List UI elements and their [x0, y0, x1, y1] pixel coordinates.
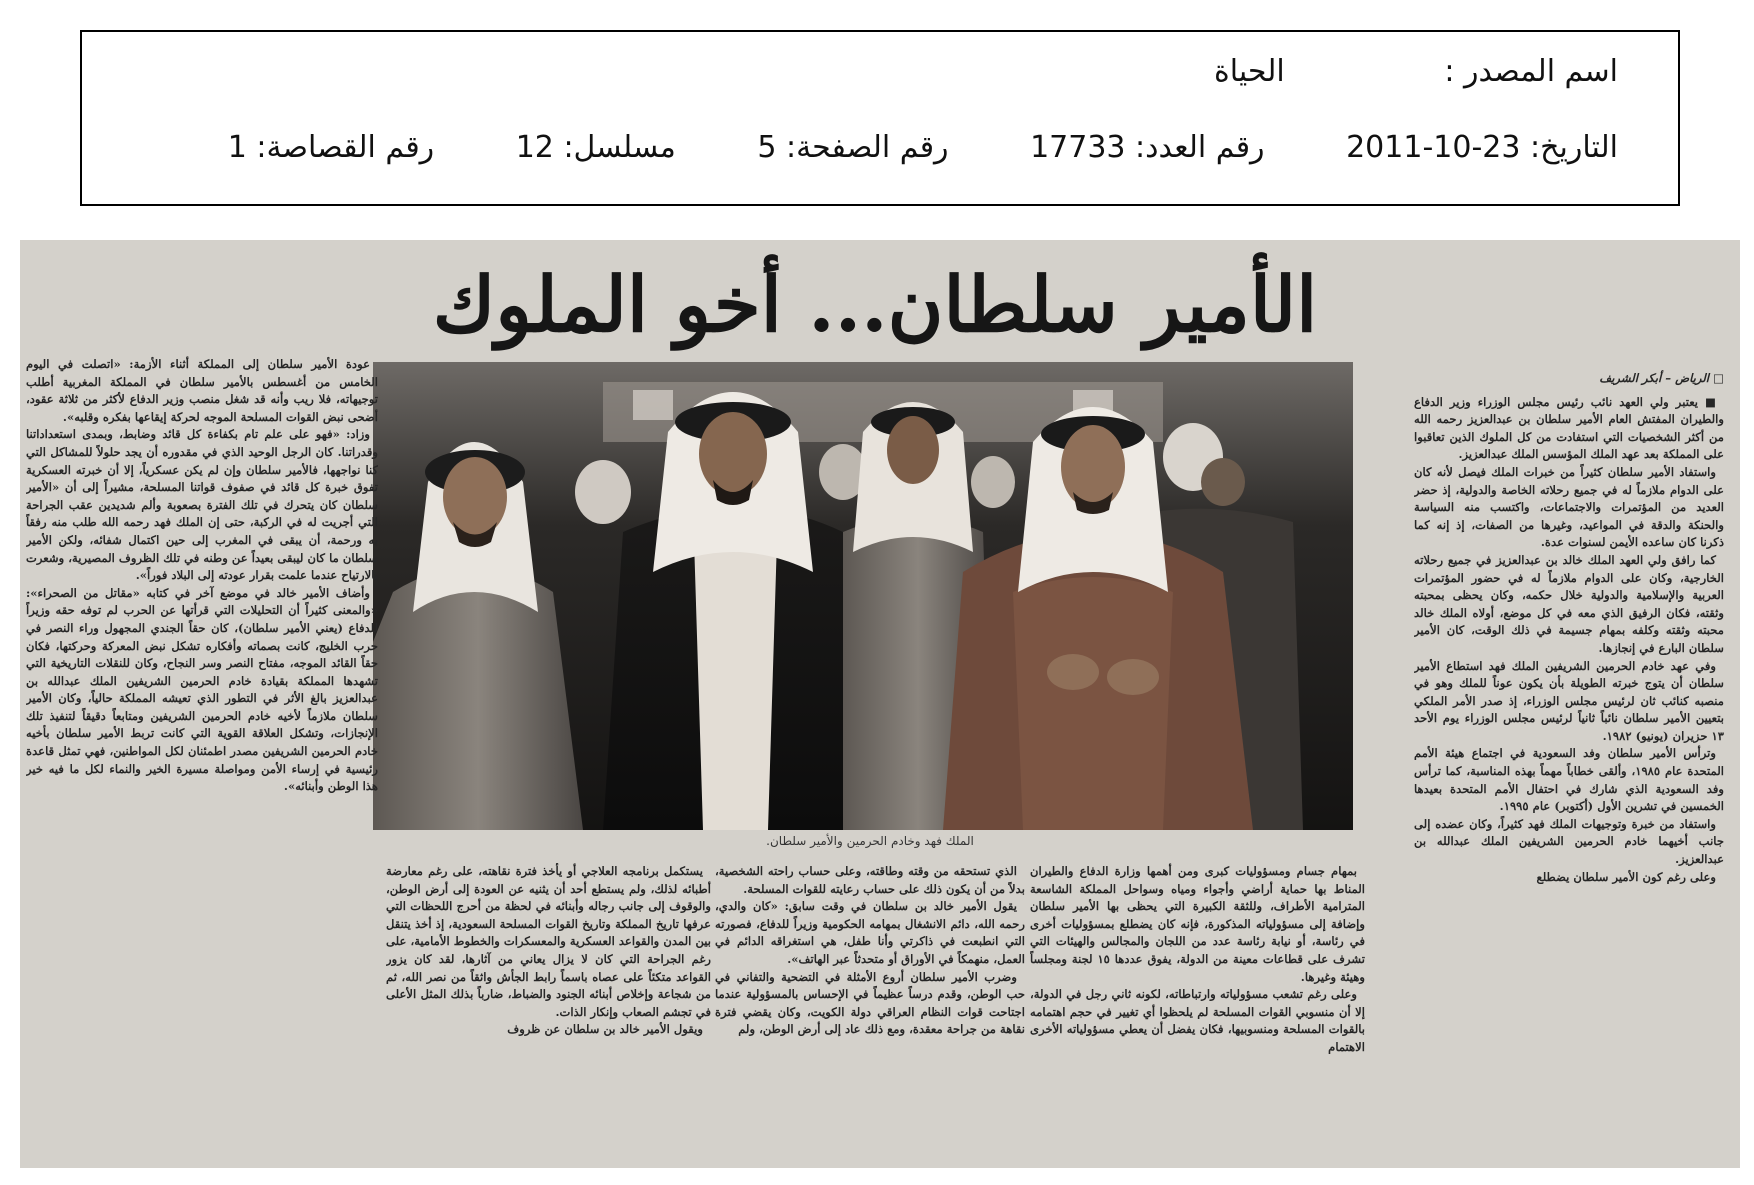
- photo-caption: الملك فهد وخادم الحرمين والأمير سلطان.: [766, 834, 974, 848]
- date-field: التاريخ: 23-10-2011: [1346, 130, 1618, 165]
- article-photo: [373, 362, 1353, 830]
- paragraph: يقول الأمير خالد بن سلطان في وقت سابق: «كان والدي، رحمه الله، دائم الانشغال بمهامه الحكومية وزيراً للدفاع، فصورته التي انطبعت في ذاكرتي وأنا طفل، هي استغراقه الدائم في العمل، منهمكاً في الأوراق أو متحدثاً عبر الهاتف».: [715, 899, 1025, 966]
- paragraph: وعلى رغم تشعب مسؤولياته وارتباطاته، لكونه ثاني رجل في الدولة، إلا أن منسوبي القوات المسلحة لم يلحظوا أي تغيير في حجم اهتمامه بالقوات المسلحة ومنسوبيها، فكان يفضل أن يعطي مسؤولياته الأخرى الاهتمام: [1030, 987, 1365, 1054]
- article-column-bottom-1: [1030, 863, 1365, 1165]
- article-column-left: [26, 356, 378, 1166]
- source-label: اسم المصدر :: [1444, 54, 1618, 89]
- serial-number: مسلسل: 12: [515, 130, 676, 165]
- paragraph: واستفاد من خبرة وتوجيهات الملك فهد كثيراً، وكان عضده إلى جانب أخيهما خادم الحرمين الشريفين الملك عبدالله بن عبدالعزيز.: [1414, 816, 1724, 867]
- newspaper-clipping: [20, 240, 1740, 1168]
- details-row: [228, 130, 1618, 165]
- article-headline: الأمير سلطان... أخو الملوك: [432, 260, 1318, 349]
- paragraph: ■ يعتبر ولي العهد نائب رئيس مجلس الوزراء وزير الدفاع والطيران المفتش العام الأمير سلطان بن عبدالعزيز رحمه الله من أكثر الشخصيات التي استفادت من كل الملوك الذين تعاقبوا على المملكة بعد عهد الملك المؤسس الملك عبدالعزيز.: [1414, 394, 1724, 462]
- paragraph: وعلى رغم كون الأمير سلطان يضطلع: [1536, 869, 1716, 884]
- paragraph: بمهام جسام ومسؤوليات كبرى ومن أهمها وزارة الدفاع والطيران المناط بها حماية أراضي وأجواء ومياه وسواحل المملكة الشاسعة المترامية الأطراف، وللثقة الكبيرة التي يحظى بها الأمير سلطان وإضافة إلى مسؤولياته المذكورة، فإنه كان يضطلع بمسؤوليات أخرى في رئاسة، أو نيابة رئاسة عدد من اللجان والمجالس والهيئات التي تشرف على قطاعات معينة من الدولة، يفوق عددها ١٥ لجنة ومجلساً وهيئة وغيرها.: [1030, 864, 1365, 984]
- paragraph: وترأس الأمير سلطان وفد السعودية في اجتماع هيئة الأمم المتحدة عام ١٩٨٥، وألقى خطاباً مهماً بهذه المناسبة، كما ترأس وفد السعودية الذي شارك في احتفال الأمم المتحدة بعيدها الخمسين في تشرين الأول (أكتوبر) عام ١٩٩٥.: [1414, 746, 1724, 814]
- page-number: رقم الصفحة: 5: [757, 130, 949, 165]
- clipping-number: رقم القصاصة: 1: [227, 130, 435, 165]
- byline: □ الرياض – أبكر الشريف: [1599, 371, 1724, 385]
- paragraph: يستكمل برنامجه العلاجي أو يأخذ فترة نقاهته، على رغم معارضة أطبائه لذلك، ولم يستطع أحد أن يثنيه عن العودة إلى أرض الوطن، والوقوف إلى جانب رجاله وأبنائه في لحظة من أحرج اللحظات التي عرفها تاريخ المملكة وتاريخ القوات المسلحة السعودية، إذ أخذ يتنقل بين المدن والقواعد العسكرية والمعسكرات والخطوط الأمامية، على رغم الجراحة التي كان لا يزال يعاني من آثارها، لقد كان يزور القواعد متكئاً على عصاه باسماً رابط الجأش واثقاً من نصر الله، ثم من شجاعة وإخلاص أبنائه الجنود والضباط، ضارباً بذلك المثل الأعلى في تجشم الصعاب وإنكار الذات.: [386, 864, 711, 1019]
- issue-number: رقم العدد: 17733: [1030, 130, 1265, 165]
- article-column-bottom-2: [715, 863, 1025, 1165]
- paragraph: وفي عهد خادم الحرمين الشريفين الملك فهد استطاع الأمير سلطان أن يتوج خبرته الطويلة بأن يكون عوناً للملك وهو في منصبه كنائب ثان لرئيس مجلس الوزراء، إذ صدر الأمر الملكي بتعيين الأمير سلطان نائباً ثانياً لرئيس مجلس الوزراء يوم الأحد ١٣ حزيران (يونيو) ١٩٨٢.: [1414, 658, 1724, 743]
- paragraph: وزاد: «فهو على علم تام بكفاءة كل قائد وضابط، وبمدى استعداداتنا وقدراتنا. كان الرجل الوحيد الذي في مقدوره أن يجد حلولاً للمشاكل التي كنا نواجهها، فالأمير سلطان وإن لم يكن عسكرياً، إلا أن خبرته العسكرية تفوق خبرة كل قائد في صفوف قواتنا المسلحة، مشيراً إلى أن «الأمير سلطان كان يتحرك في تلك الفترة بصعوبة وألم شديدين عقب الجراحة التي أجريت له في الركبة، حتى إن الملك فهد رحمه الله طلب منه رفقاً به ورحمة، أن يبقى في المغرب إلى حين اكتمال شفائه، ولكن الأمير سلطان ما كان ليبقى بعيداً عن وطنه في تلك الظروف المصيرية، وشعرت بالارتياح عندما علمت بقرار عودته إلى البلاد فوراً».: [26, 427, 378, 583]
- metadata-box: [80, 30, 1680, 206]
- paragraph: كما رافق ولي العهد الملك خالد بن عبدالعزيز في جميع رحلاته الخارجية، وكان على الدوام ملازماً له في حضور المؤتمرات العربية والإسلامية والدولية خلال حكمه، وكان يحظى بمحبته وثقته، فكان الرفيق الذي معه في كل موضع، أولاه الملك خالد محبته وثقته وكلفه بمهام جسيمة في ذلك الوقت، كان الأمير سلطان البارع في إنجازها.: [1414, 552, 1724, 655]
- paragraph: ويقول الأمير خالد بن سلطان عن ظروف: [507, 1022, 703, 1037]
- source-value: الحياة: [1214, 54, 1285, 89]
- paragraph: واستفاد الأمير سلطان كثيراً من خبرات الملك فيصل لأنه كان على الدوام ملازماً له في جميع رحلاته الخاصة والدولية، إذ حضر العديد من المؤتمرات والاجتماعات، واكتسب منه السياسة والحنكة والدقة في المواعيد، وغيرها من الصفات، إذ إنه كما ذكرنا كان ساعده الأيمن لسنوات عدة.: [1414, 464, 1724, 550]
- paragraph: عودة الأمير سلطان إلى المملكة أثناء الأزمة: «اتصلت في اليوم الخامس من أغسطس بالأمير سلطان في المملكة المغربية أطلب توجيهاته، فلا ريب وأنه قد شغل منصب وزير الدفاع لأكثر من ثلاثة عقود، أضحى نبض القوات المسلحة الموجه لحركة إيقاعها بفكره وقلبه».: [26, 357, 378, 424]
- photo-illustration: [373, 362, 1353, 830]
- source-row: [1214, 54, 1618, 89]
- article-column-right: [1414, 370, 1724, 1165]
- paragraph: الذي تستحقه من وقته وطاقته، وعلى حساب راحته الشخصية، بدلاً من أن يكون ذلك على حساب رعايته للقوات المسلحة.: [715, 864, 1025, 896]
- paragraph: وأضاف الأمير خالد في موضع آخر في كتابه «مقاتل من الصحراء»: «والمعنى كثيراً أن التحليلات التي قرأتها عن الحرب لم توفه حقه وزيراً للدفاع (يعني الأمير سلطان)، كان حقاً الجندي المجهول وراء النصر في حرب الخليج، كانت بصماته وأفكاره تشكل نبض المعركة وحركتها، فكان حقاً القائد الموجه، مفتاح النصر وسر النجاح، وكان للنقلات التاريخية التي تشهدها المملكة بقيادة خادم الحرمين الشريفين الملك عبدالله بن عبدالعزيز بالغ الأثر في التطور الذي تعيشه المملكة حالياً، وكان الأمير سلطان ملازماً لأخيه خادم الحرمين الشريفين ومتابعاً دقيقاً لتنفيذ تلك الإنجازات، وتشكل العلاقة القوية التي كانت تربط الأمير سلطان بأخيه خادم الحرمين الشريفين مصدر اطمئنان لكل المواطنين، فهي تمثل قاعدة رئيسية في إرساء الأمن ومواصلة مسيرة الخير والنماء لكل ما فيه خير هذا الوطن وأبنائه».: [26, 585, 378, 794]
- article-column-bottom-3: [386, 863, 711, 1165]
- paragraph: وضرب الأمير سلطان أروع الأمثلة في التضحية والتفاني في حب الوطن، وقدم درساً عظيماً في الإحساس بالمسؤولية عندما اجتاحت قوات النظام العراقي دولة الكويت، وكان يقضي فترة نقاهة من جراحة معقدة، ومع ذلك عاد إلى أرض الوطن، ولم: [715, 969, 1025, 1037]
